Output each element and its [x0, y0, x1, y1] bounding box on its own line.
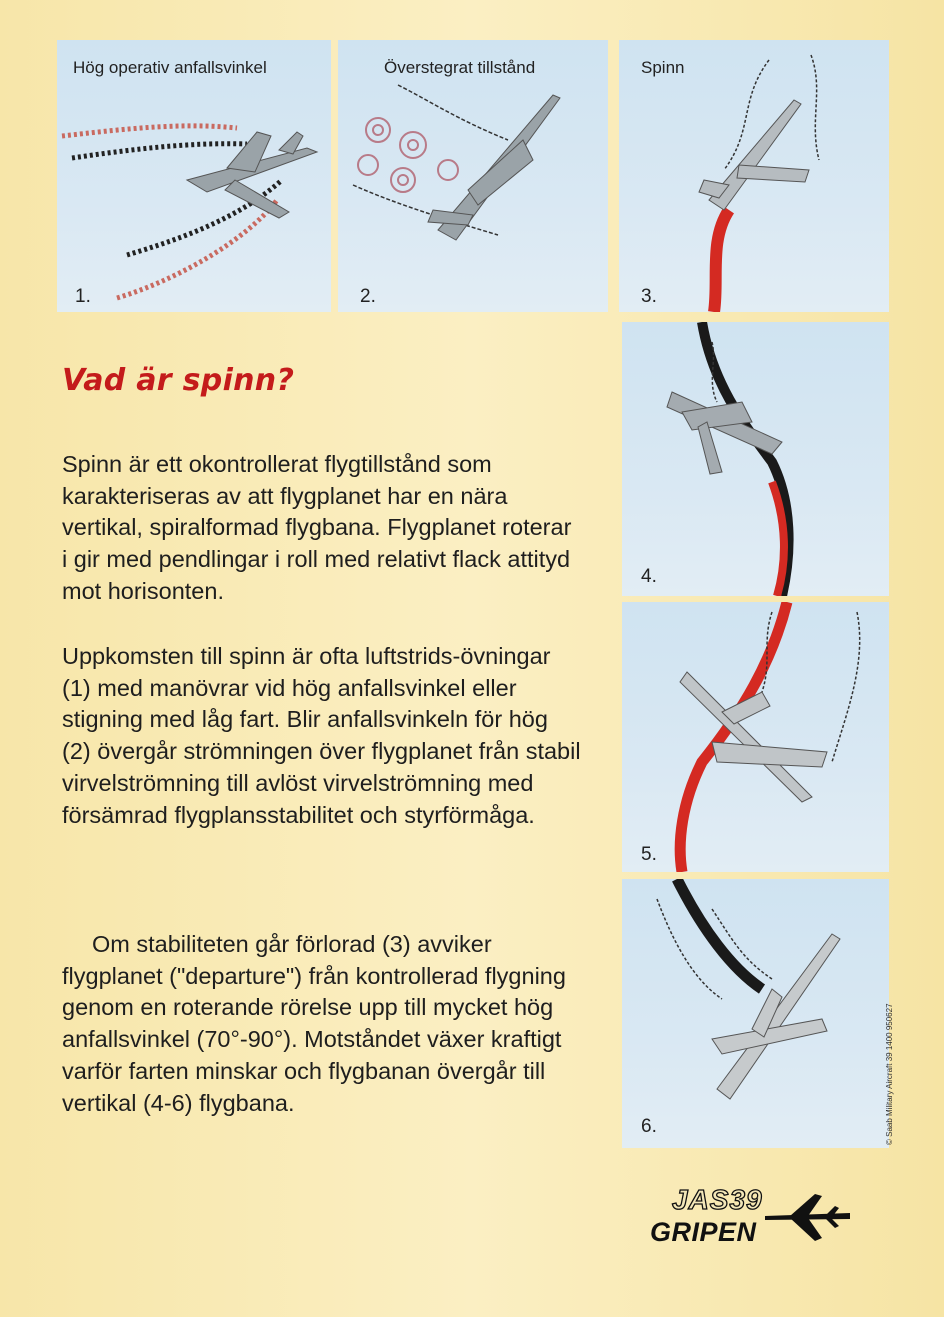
copyright-notice: © Saab Military Aircraft 39 1400 950627 — [885, 1003, 894, 1145]
vortex-trail-dark-top — [72, 144, 247, 158]
gripen-jet-icon — [760, 1186, 855, 1246]
panel-1-illustration — [57, 40, 331, 312]
panel-2-caption: Överstegrat tillstånd — [384, 58, 536, 77]
jet-silhouette — [667, 392, 782, 474]
heading: Vad är spinn? — [62, 363, 295, 398]
panel-2 — [338, 40, 608, 312]
panel-6 — [622, 879, 889, 1148]
panel-4-illustration — [622, 322, 889, 596]
jet-silhouette — [699, 100, 809, 210]
panel-4-number: 4. — [641, 566, 657, 587]
panel-5-illustration — [622, 602, 889, 872]
panel-1 — [57, 40, 331, 312]
paragraph-2: Uppkomsten till spinn är ofta luftstrids-övningar (1) med manövrar vid hög anfallsvinkel eller stigning med låg fart. Blir anfallsvinkeln för hög (2) övergår strömningen över flygplanet från stabil virvelströmning till avlöst virvelströmning med försämrad flygplansstabilitet och styrförmåga. — [62, 643, 581, 828]
separated-vortices — [358, 118, 458, 192]
panel-2-number: 2. — [360, 286, 376, 307]
jet-silhouette — [428, 95, 560, 240]
panel-6-illustration — [622, 879, 889, 1148]
airflow-wave-right — [832, 612, 860, 762]
logo-line-2: GRIPEN — [650, 1217, 757, 1247]
vortex-trail-red-bottom — [117, 200, 277, 298]
panel-3-illustration — [619, 40, 889, 312]
spin-ribbon — [714, 210, 729, 312]
paragraph-3: Om stabiliteten går förlorad (3) avviker flygplanet ("departure") från kontrollerad flygning genom en roterande rörelse upp till mycket hög anfallsvinkel (70°-90°). Motståndet växer kraftigt varför farten minskar och flygbanan övergår till vertikal (4-6) flygbana. — [62, 931, 566, 1116]
vortex-trail-red-top — [62, 126, 237, 136]
panel-4 — [622, 322, 889, 596]
panel-1-caption: Hög operativ anfallsvinkel — [73, 58, 267, 77]
panel-3-number: 3. — [641, 286, 657, 307]
airflow-wave-left — [657, 899, 722, 999]
panel-2-illustration — [338, 40, 608, 312]
panel-5 — [622, 602, 889, 872]
panel-6-number: 6. — [641, 1116, 657, 1137]
panel-3 — [619, 40, 889, 312]
panel-5-number: 5. — [641, 844, 657, 865]
panel-1-number: 1. — [75, 286, 91, 307]
jas39-gripen-logo — [650, 1184, 855, 1254]
panel-3-caption: Spinn — [641, 58, 685, 77]
spin-ribbon — [677, 879, 762, 989]
airflow-wave-right — [811, 55, 819, 160]
spin-ribbon — [680, 602, 787, 872]
logo-line-1: JAS39 — [672, 1184, 763, 1215]
paragraph-1: Spinn är ett okontrollerat flygtillstånd som karakteriseras av att flygplanet har en nära vertikal, spiralformad flygbana. Flygplanet roterar i gir med pendlingar i roll med relativt flack attityd mot horisonten. — [62, 451, 572, 604]
